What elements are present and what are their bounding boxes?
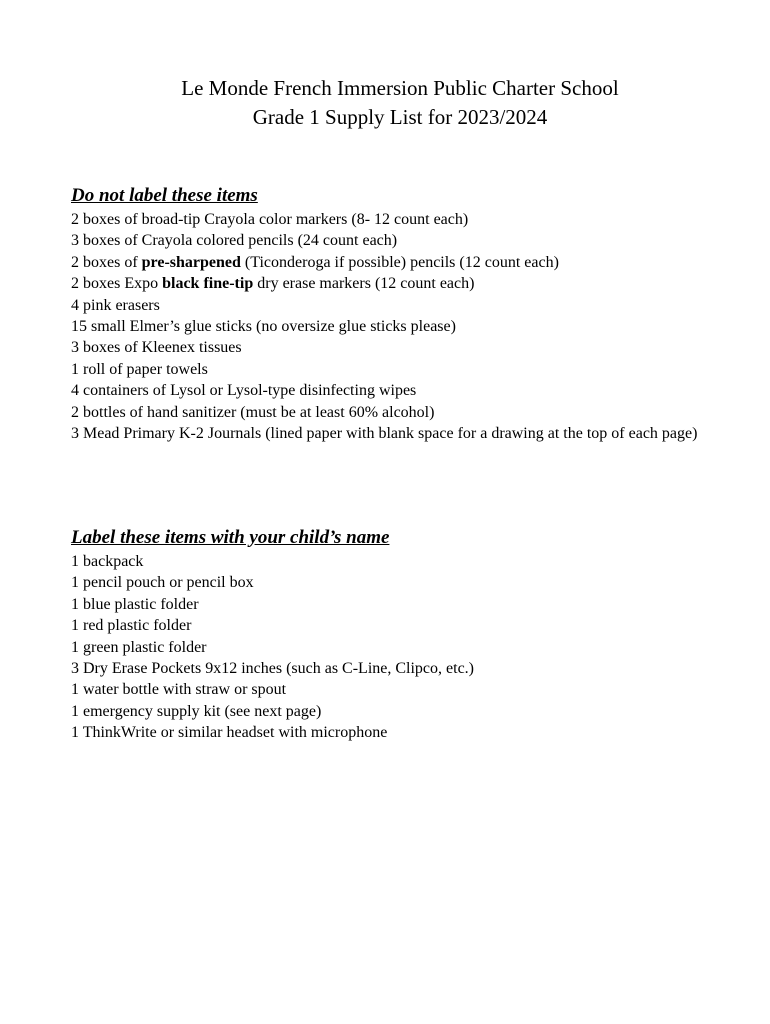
list-item <box>71 551 711 572</box>
item-text: (Ticonderoga if possible) pencils (12 count each) <box>240 253 559 271</box>
list-item <box>71 637 711 658</box>
list-item <box>71 209 711 230</box>
list-item <box>71 423 711 444</box>
item-text: 1 pencil pouch or pencil box <box>71 574 254 592</box>
item-text: 3 Dry Erase Pockets 9x12 inches (such as C-Line, Clipco, etc.) <box>71 660 475 678</box>
supply-list <box>71 551 711 744</box>
list-item <box>71 295 711 316</box>
item-text: 15 small Elmer’s glue sticks (no oversize glue sticks please) <box>71 318 456 336</box>
item-text: 3 boxes of Kleenex tissues <box>71 339 242 357</box>
item-text: 2 bottles of hand sanitizer (must be at least 60% alcohol) <box>71 403 435 421</box>
list-item <box>71 572 711 593</box>
item-text: 1 backpack <box>71 553 144 570</box>
list-item <box>71 722 711 743</box>
emphasized-text: pre-sharpened <box>141 253 241 271</box>
section-heading: Label these items with your child’s name <box>71 527 390 548</box>
item-text: 1 blue plastic folder <box>71 595 199 613</box>
list-item <box>71 594 711 615</box>
list-item <box>71 273 711 294</box>
supply-list-title: Grade 1 Supply List for 2023/2024 <box>252 105 548 129</box>
item-text: 3 boxes of Crayola colored pencils (24 count each) <box>71 232 398 250</box>
item-text: 1 ThinkWrite or similar headset with microphone <box>71 724 388 742</box>
item-text: 1 water bottle with straw or spout <box>71 681 287 699</box>
list-item <box>71 337 711 358</box>
list-item <box>71 615 711 636</box>
section-do-not-label <box>71 183 711 444</box>
supply-list <box>71 209 711 444</box>
item-text: 1 green plastic folder <box>71 638 207 656</box>
section-heading: Do not label these items <box>71 185 258 206</box>
list-item <box>71 316 711 337</box>
item-text: 1 roll of paper towels <box>71 360 208 378</box>
list-item <box>71 658 711 679</box>
item-text: 1 red plastic folder <box>71 617 192 635</box>
school-name-title: Le Monde French Immersion Public Charter School <box>181 76 619 100</box>
item-text: dry erase markers (12 count each) <box>253 275 475 293</box>
section-label-with-name <box>71 525 711 744</box>
list-item <box>71 252 711 273</box>
item-text: 1 emergency supply kit (see next page) <box>71 702 322 720</box>
item-text: 2 boxes Expo <box>71 275 163 293</box>
list-item <box>71 679 711 700</box>
list-item <box>71 359 711 380</box>
emphasized-text: black fine-tip <box>162 275 254 293</box>
item-text: 2 boxes of <box>71 253 142 271</box>
item-text: 4 containers of Lysol or Lysol-type disinfecting wipes <box>71 382 417 400</box>
list-item <box>71 230 711 251</box>
item-text: 2 boxes of broad-tip Crayola color markers (8- 12 count each) <box>71 211 469 228</box>
list-item <box>71 701 711 722</box>
list-item <box>71 380 711 401</box>
item-text: 4 pink erasers <box>71 296 160 314</box>
document-header <box>0 74 770 132</box>
item-text: 3 Mead Primary K-2 Journals (lined paper with blank space for a drawing at the top of each page) <box>71 425 698 443</box>
list-item <box>71 402 711 423</box>
